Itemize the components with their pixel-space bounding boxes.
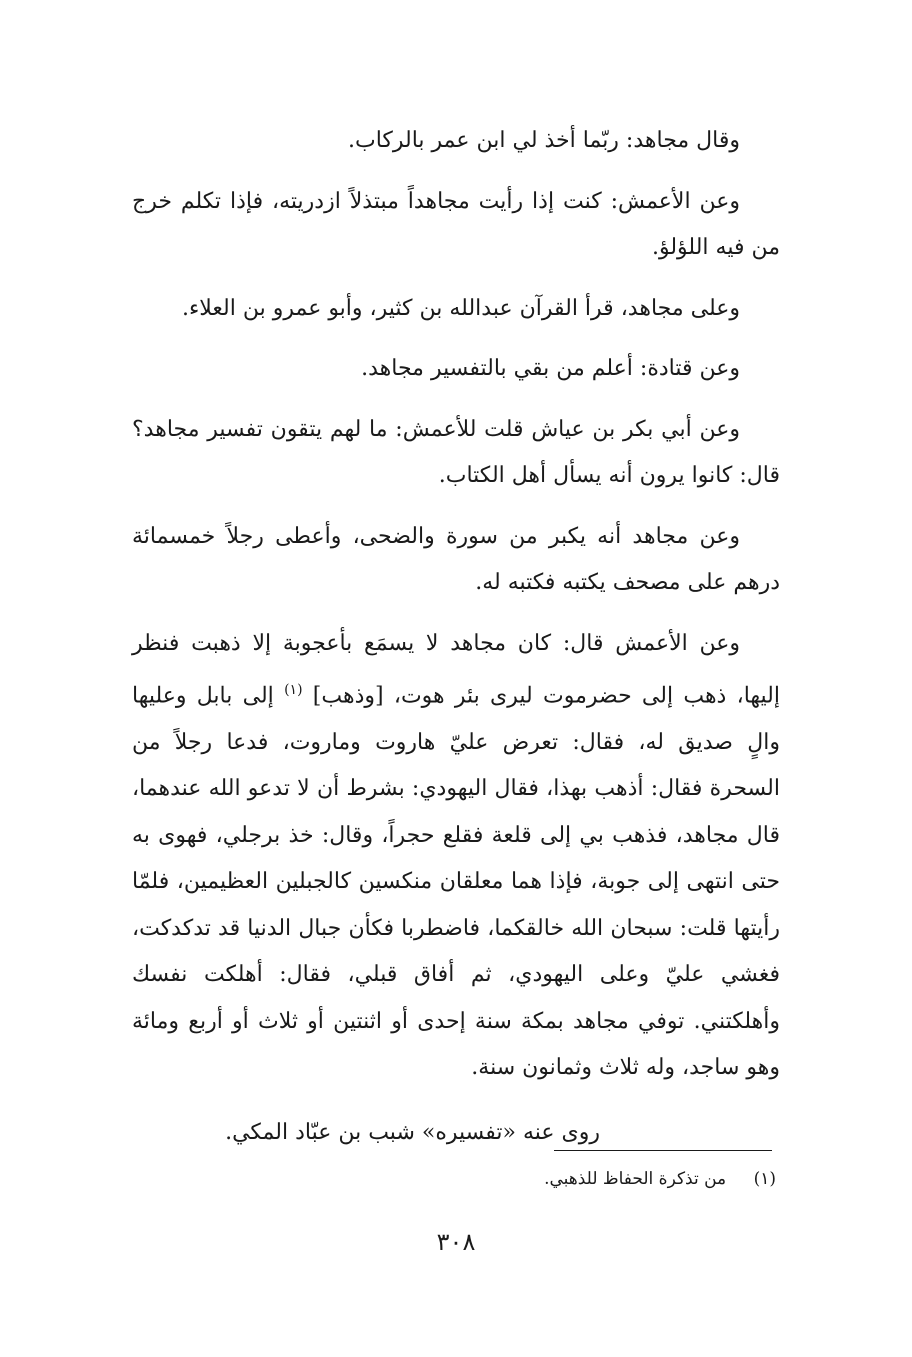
- paragraph-8: روى عنه «تفسيره» شبب بن عبّاد المكي.: [225, 1119, 600, 1145]
- paragraph-7-end: إلى بابل وعليها والٍ صديق له، فقال: تعرض عليّ هاروت وماروت، فدعا رجلاً من السحرة فقال: أذهب بهذا، فقال اليهودي: بشرط أن لا تدعو الله عندهما، قال مجاهد، فذهب بي إلى قلعة فقلع حجراً، وقال: خذ برجلي، فهوى به حتى انتهى إلى جوبة، فإذا هما معلقان منكسين كالجبلين العظيمين، فلمّا رأيتها قلت: سبحان الله خالقكما، فاضطربا فكأن جبال الدنيا قد تدكدكت، فغشي عليّ وعلى اليهودي، ثم أفاق قبلي، فقال: أهلكت نفسك وأهلكتني. توفي مجاهد بمكة سنة إحدى أو اثنتين أو ثلاث أو أربع ومائة وهو ساجد، وله ثلاث وثمانون سنة.: [132, 683, 780, 1081]
- paragraph-4: وعن قتادة: أعلم من بقي بالتفسير مجاهد.: [361, 356, 740, 381]
- paragraph-6: وعن مجاهد أنه يكبر من سورة والضحى، وأعطى رجلاً خمسمائة درهم على مصحف يكتبه فكتبه له.: [132, 523, 780, 595]
- paragraph-3: وعلى مجاهد، قرأ القرآن عبدالله بن كثير، وأبو عمرو بن العلاء.: [181, 295, 740, 321]
- footnote: [136, 1164, 776, 1194]
- footnote-number: (١): [753, 1169, 776, 1189]
- page-number: ٣٠٨: [436, 1228, 476, 1256]
- paragraph-5: وعن أبي بكر بن عياش قلت للأعمش: ما لهم يتقون تفسير مجاهد؟ قال: كانوا يرون أنه يسأل أهل الكتاب.: [132, 416, 780, 488]
- footnote-text: من تذكرة الحفاظ للذهبي.: [544, 1169, 727, 1189]
- main-text: [132, 118, 780, 1170]
- paragraph-7-start: وعن الأعمش قال: كان مجاهد لا يسمَع بأعجوبة إلا ذهبت فنظر إليها، ذهب إلى حضرموت ليرى بئر هوت، [وذهب]: [132, 630, 780, 709]
- paragraph-2: وعن الأعمش: كنت إذا رأيت مجاهداً مبتذلاً ازدريته، فإذا تكلم خرج من فيه اللؤلؤ.: [132, 188, 780, 260]
- footnote-divider: [554, 1150, 772, 1151]
- paragraph-1: وقال مجاهد: ربّما أخذ لي ابن عمر بالركاب.: [347, 128, 740, 153]
- footnote-marker: (١): [284, 682, 303, 698]
- paragraph-7: [132, 621, 780, 1092]
